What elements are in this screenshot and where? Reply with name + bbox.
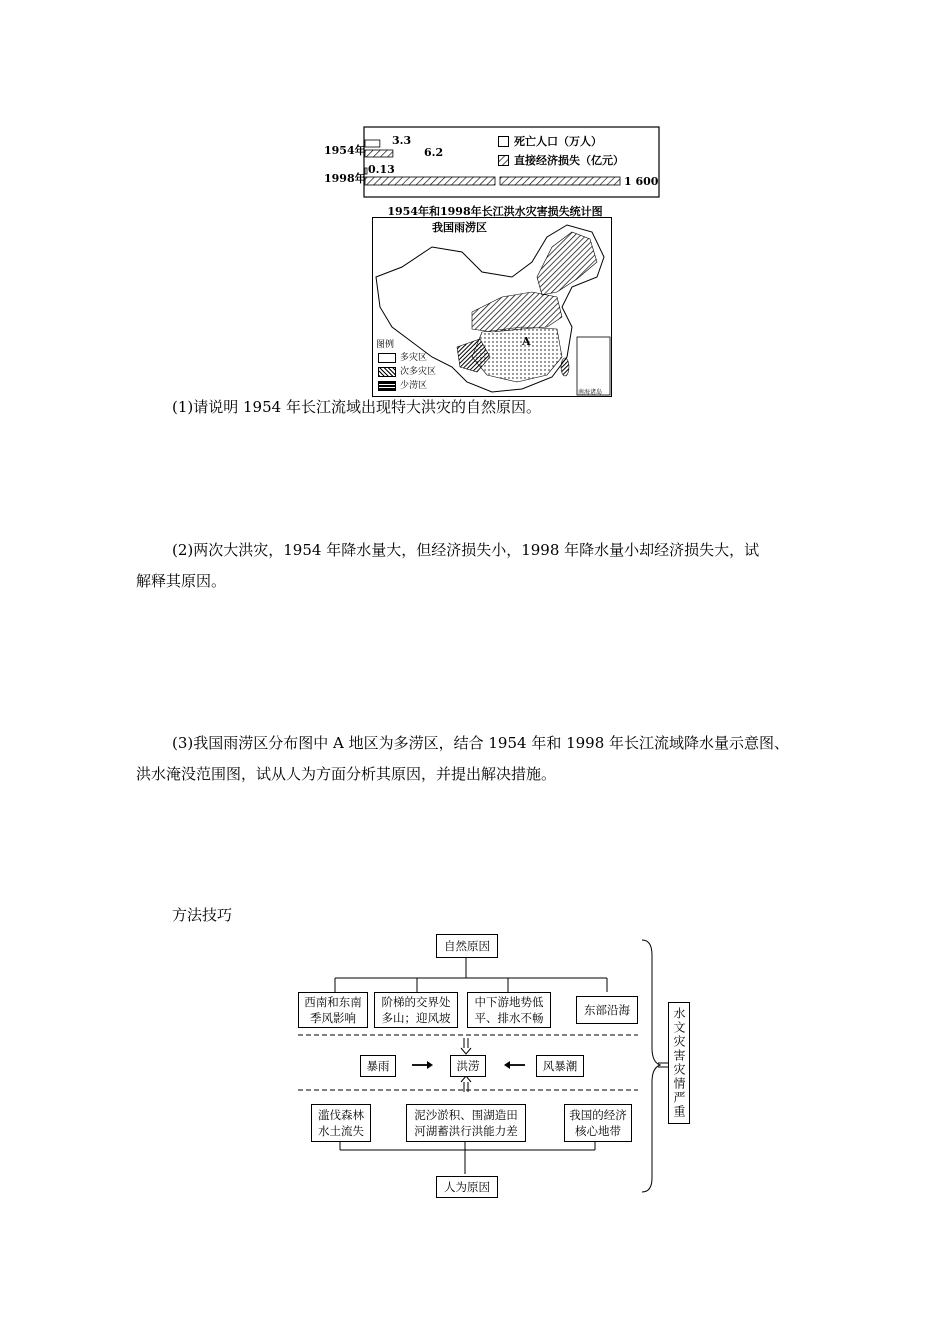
cause-lowland-line1: 中下游地势低 xyxy=(474,995,544,1009)
legend-deaths-swatch xyxy=(498,136,509,147)
legend-swatch-2 xyxy=(378,367,396,377)
economy-line1: 我国的经济 xyxy=(569,1108,627,1122)
natural-cause-box: 自然原因 xyxy=(436,934,498,958)
cause-terrain-step-line2: 多山；迎风坡 xyxy=(381,1011,451,1025)
rainstorm-box: 暴雨 xyxy=(360,1055,396,1077)
legend-swatch-1 xyxy=(378,353,396,363)
legend-loss-swatch xyxy=(498,155,509,166)
inset-label: 南海诸岛 xyxy=(578,389,603,396)
flood-box: 洪涝 xyxy=(450,1055,486,1077)
legend-loss-label: 直接经济损失（亿元） xyxy=(514,154,624,167)
method-title: 方法技巧 xyxy=(172,906,233,924)
human-cause-sediment xyxy=(406,1104,526,1142)
bar-loss-1954 xyxy=(365,150,393,157)
question-2-line2: 解释其原因。 xyxy=(136,572,227,590)
loss-chart xyxy=(324,122,660,202)
question-3-line1: (3)我国雨涝区分布图中 A 地区为多涝区，结合 1954 年和 1998 年长江流域降水量示意图、 xyxy=(172,734,790,752)
bar-loss-1998-segment-2 xyxy=(500,177,620,185)
year-1954-label: 1954年 xyxy=(324,144,366,157)
legend-swatch-3 xyxy=(378,381,396,391)
map-marker-a: A xyxy=(522,335,531,348)
deforestation-line2: 水土流失 xyxy=(318,1124,364,1138)
deforestation-line1: 滥伐森林 xyxy=(318,1108,364,1122)
cause-monsoon-line1: 西南和东南 xyxy=(304,995,362,1009)
bar-loss-1998-segment-1 xyxy=(365,177,495,185)
cause-monsoon-line2: 季风影响 xyxy=(310,1011,356,1025)
chart-title: 1954年和1998年长江洪水灾害损失统计图 xyxy=(387,205,603,218)
cause-lowland-line2: 平、排水不畅 xyxy=(474,1011,544,1025)
result-box: 水文灾害灾情严重 xyxy=(668,1002,690,1124)
taiwan xyxy=(561,358,569,376)
cause-coast: 东部沿海 xyxy=(576,996,638,1024)
year-1998-label: 1998年 xyxy=(324,172,366,185)
map-legend-title: 图例 xyxy=(376,340,395,350)
flood-map xyxy=(372,217,612,397)
map-title: 我国雨涝区 xyxy=(432,221,487,234)
human-cause-box: 人为原因 xyxy=(436,1176,498,1198)
map-legend-2: 次多灾区 xyxy=(400,367,437,377)
cause-terrain-step-line1: 阶梯的交界处 xyxy=(381,995,451,1009)
loss-1954-value: 6.2 xyxy=(424,146,444,159)
cause-lowland xyxy=(467,992,551,1028)
map-legend-3: 少涝区 xyxy=(400,381,428,391)
storm-surge-box: 风暴潮 xyxy=(536,1055,584,1077)
question-2-line1: (2)两次大洪灾，1954 年降水量大，但经济损失小，1998 年降水量小却经济损失大，试 xyxy=(172,541,760,559)
human-cause-deforestation xyxy=(311,1104,371,1142)
question-1: (1)请说明 1954 年长江流域出现特大洪灾的自然原因。 xyxy=(172,398,541,416)
diagram-lines xyxy=(290,930,690,1200)
sediment-line1: 泥沙淤积、围湖造田 xyxy=(414,1108,518,1122)
sediment-line2: 河湖蓄洪行洪能力差 xyxy=(414,1124,518,1138)
human-cause-economy xyxy=(564,1104,632,1142)
economy-line2: 核心地带 xyxy=(575,1124,621,1138)
cause-monsoon xyxy=(298,992,368,1028)
cause-terrain-step xyxy=(374,992,458,1028)
deaths-1954-value: 3.3 xyxy=(392,134,412,147)
loss-1998-value: 1 600 xyxy=(624,175,659,188)
map-legend-1: 多灾区 xyxy=(400,353,428,363)
deaths-1998-value: 0.13 xyxy=(368,163,395,176)
legend-deaths-label: 死亡人口（万人） xyxy=(514,135,602,148)
bar-deaths-1954 xyxy=(365,140,380,147)
question-3-line2: 洪水淹没范围图，试从人为方面分析其原因，并提出解决措施。 xyxy=(136,765,557,783)
